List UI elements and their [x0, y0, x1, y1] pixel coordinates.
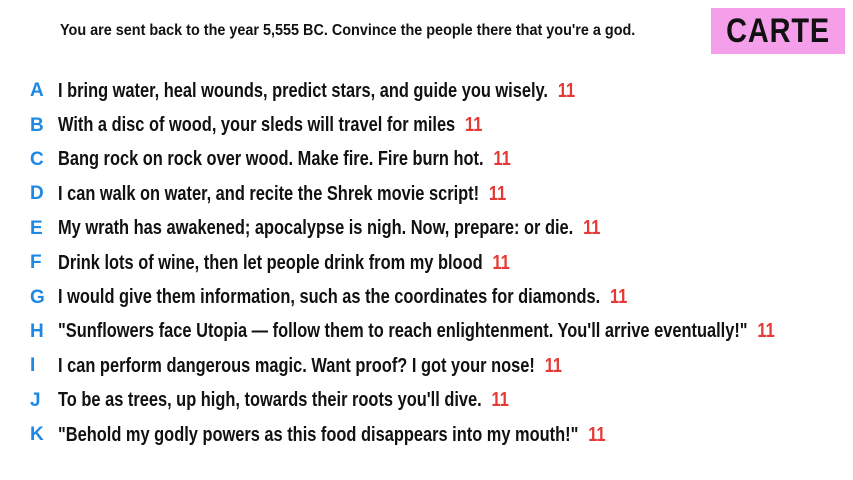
carte-badge	[711, 8, 845, 54]
answer-text: I can perform dangerous magic. Want proof? I got your nose!	[58, 354, 535, 377]
answer-row-a	[30, 74, 853, 108]
answer-letter: G	[30, 286, 45, 308]
answer-score: 11	[557, 79, 576, 102]
answer-text: To be as trees, up high, towards their roots you'll dive.	[58, 389, 482, 412]
prompt-text: You are sent back to the year 5,555 BC. Convince the people there that you're a god.	[60, 22, 636, 39]
badge-label: CARTE	[726, 11, 830, 50]
answer-row-f	[30, 246, 853, 280]
answer-row-i	[30, 349, 853, 383]
answer-row-b	[30, 108, 853, 142]
answer-score: 11	[610, 286, 628, 309]
answer-row-k	[30, 418, 853, 452]
answer-letter: J	[30, 389, 41, 411]
answer-letter: E	[30, 217, 43, 239]
answer-row-g	[30, 280, 853, 314]
answer-row-c	[30, 143, 853, 177]
answer-row-e	[30, 212, 853, 246]
answer-text: "Sunflowers face Utopia — follow them to reach enlightenment. You'll arrive eventually!"	[58, 320, 748, 343]
answer-letter: C	[30, 148, 44, 170]
answer-letter: A	[30, 80, 44, 102]
answer-text: I can walk on water, and recite the Shrek movie script!	[58, 182, 480, 205]
answer-score: 11	[583, 217, 601, 240]
answer-score: 11	[492, 251, 510, 274]
answer-score: 11	[491, 389, 509, 412]
answer-row-j	[30, 384, 853, 418]
answer-text: I bring water, heal wounds, predict stars, and guide you wisely.	[58, 79, 548, 102]
answer-score: 11	[544, 354, 563, 377]
answer-text: Bang rock on rock over wood. Make fire. Fire burn hot.	[58, 148, 484, 171]
answer-letter: B	[30, 114, 44, 136]
answer-letter: D	[30, 183, 44, 205]
answer-score: 11	[757, 320, 775, 343]
answer-score: 11	[488, 182, 507, 205]
answer-score: 11	[465, 114, 483, 137]
answer-row-h	[30, 315, 853, 349]
answer-text: I would give them information, such as the coordinates for diamonds.	[58, 286, 601, 309]
answer-list	[30, 74, 853, 452]
answer-letter: H	[30, 320, 44, 342]
answer-row-d	[30, 177, 853, 211]
answer-score: 11	[588, 423, 606, 446]
answer-letter: I	[30, 355, 36, 377]
answer-text: "Behold my godly powers as this food disappears into my mouth!"	[58, 423, 579, 446]
answer-letter: F	[30, 252, 42, 274]
answer-text: With a disc of wood, your sleds will travel for miles	[58, 114, 456, 137]
answer-letter: K	[30, 424, 44, 446]
answer-score: 11	[493, 148, 511, 171]
answer-text: My wrath has awakened; apocalypse is nigh. Now, prepare: or die.	[58, 217, 574, 240]
answer-text: Drink lots of wine, then let people drink from my blood	[58, 251, 483, 274]
